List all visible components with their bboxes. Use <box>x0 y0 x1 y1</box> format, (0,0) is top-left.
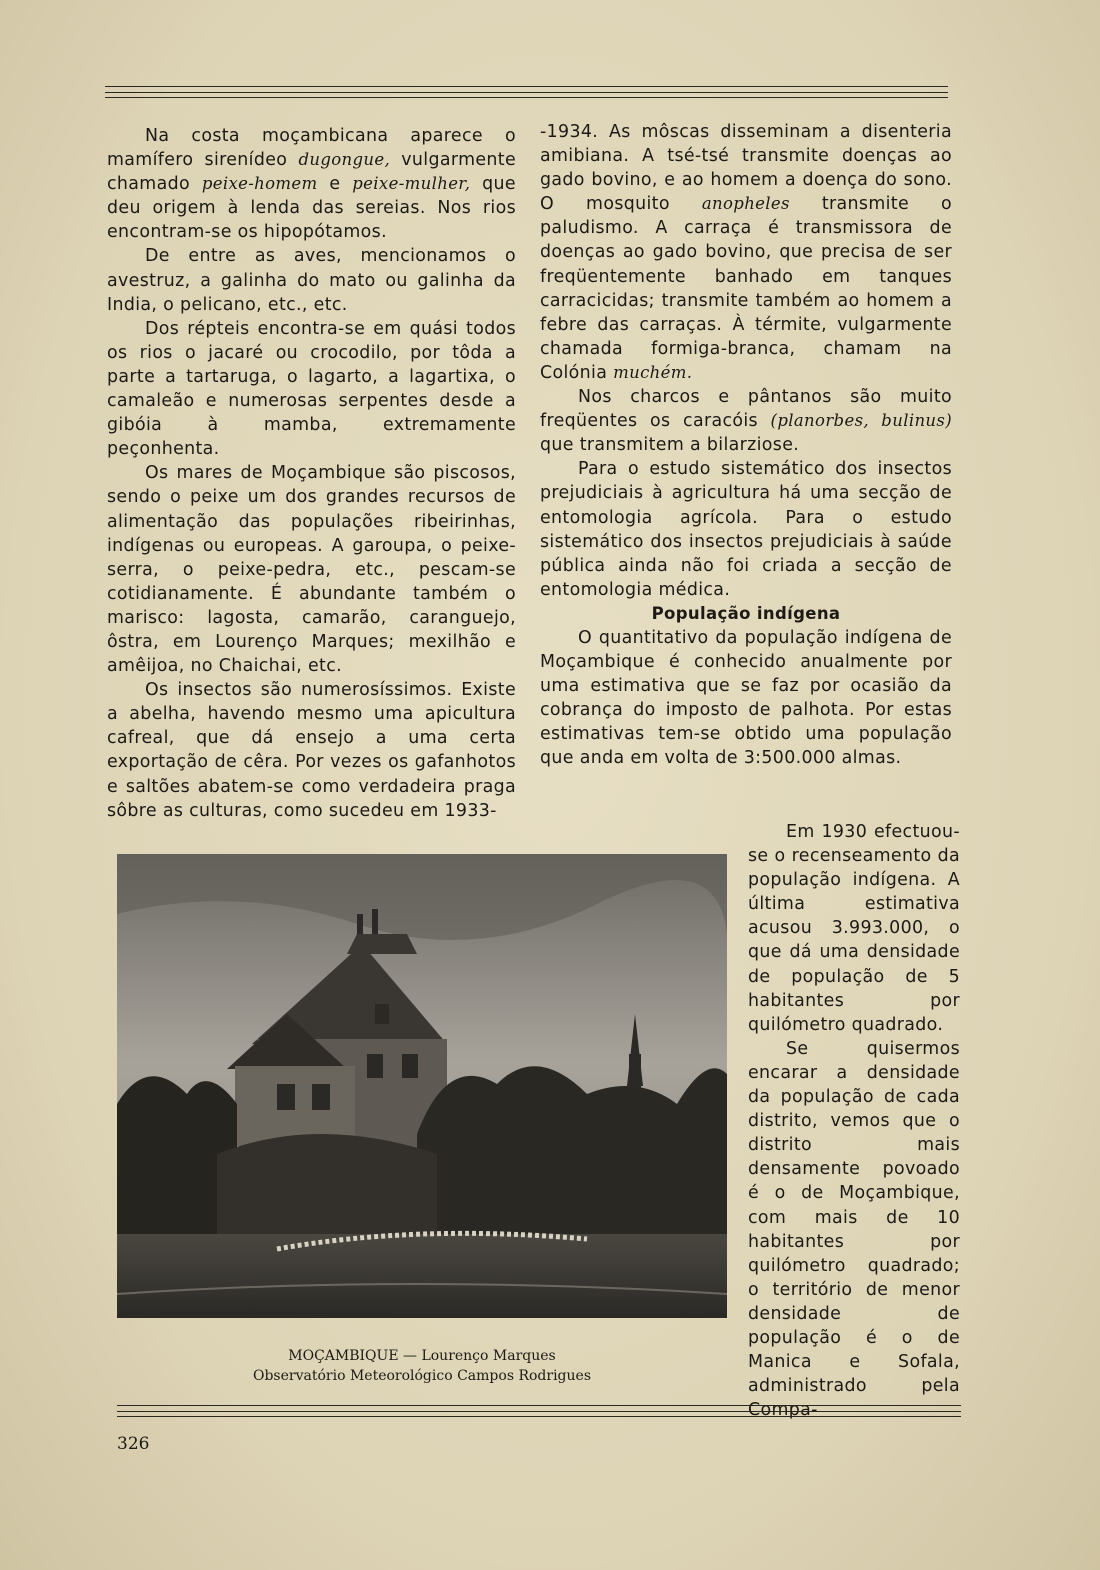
text-run: Nos charcos e pântanos são muito freqüentes os caracóis <box>540 387 952 432</box>
italic-term: (planorbes, bulinus) <box>770 411 953 431</box>
text-run: vulgarmente chamado <box>107 150 516 195</box>
caption-line-2: Observatório Meteorológico Campos Rodrigues <box>252 1368 592 1384</box>
wrap-column <box>748 820 960 1422</box>
observatory-photo-image <box>117 854 727 1318</box>
text-run: transmite o paludismo. A carraça é transmissora de doenças ao gado bovino, que precisa de ser freqüentemente banhado em tanques carracicidas; transmite também ao homem a febre das carraças. À térmite, vulgarmente chamada formiga-branca, chamam na Colónia <box>540 194 952 383</box>
right-paragraph-3: Para o estudo sistemático dos insectos prejudiciais à agricultura há uma secção de entomologia agrícola. Para o estudo sistemático dos insectos prejudiciais à saúde pública ainda não foi criada a secção de entomologia médica. <box>540 459 952 600</box>
wrap-paragraph-2: Se quisermos encarar a densidade da população de cada distrito, vemos que o distrito mais densamente povoado é o de Moçambique, com mais de 10 habitantes por quilómetro quadrado; o território de menor densidade de população é o de Manica e Sofala, administrado pela Compa- <box>748 1038 960 1421</box>
italic-term: peixe-mulher, <box>352 174 471 194</box>
text-run: -1934. As môscas disseminam a disenteria amibiana. A tsé-tsé transmite doenças ao gado bovino, e ao homem a doença do sono. O mosquito <box>540 122 952 215</box>
bottom-rule <box>117 1405 961 1406</box>
right-paragraph-2 <box>540 385 952 457</box>
left-paragraph-1 <box>107 124 516 244</box>
wrap-paragraph-1: Em 1930 efectuou-se o recenseamento da população indígena. A última estimativa acusou 3.993.000, o que dá uma densidade de população de 5 habitantes por quilómetro quadrado. <box>748 822 960 1035</box>
top-rule-second <box>105 92 948 93</box>
caption-line-1: MOÇAMBIQUE — Lourenço Marques <box>288 1348 556 1364</box>
text-run: que transmitem a bilarziose. <box>540 435 800 456</box>
right-paragraph-4: O quantitativo da população indígena de Moçambique é conhecido anualmente por uma estimativa que se faz por ocasião da cobrança do imposto de palhota. Por estas estimativas tem-se obtido uma população que anda em volta de 3:500.000 almas. <box>540 627 952 769</box>
italic-term: dugongue, <box>298 150 391 170</box>
italic-term: anopheles <box>701 194 790 214</box>
text-run: Na costa moçambicana aparece o mamífero sirenídeo <box>107 126 516 171</box>
left-paragraph-4: Os mares de Moçambique são piscosos, sendo o peixe um dos grandes recursos de alimentação das populações ribeirinhas, indígenas ou europeas. A garoupa, o peixe-serra, o peixe-pedra, etc., pescam-se cotidianamente. É abundante também o marisco: lagosta, camarão, caranguejo, ôstra, em Lourenço Marques; mexilhão e amêijoa, no Chaichai, etc. <box>107 463 516 677</box>
italic-term: peixe-homem <box>201 174 318 194</box>
left-paragraph-5: Os insectos são numerosíssimos. Existe a abelha, havendo mesmo uma apicultura cafreal, que dá ensejo a uma certa exportação de cêra. Por vezes os gafanhotos e saltões abatem-se como verdadeira praga sôbre as culturas, como sucedeu em 1933- <box>107 680 516 821</box>
page-number: 326 <box>117 1434 150 1454</box>
right-paragraph-1 <box>540 120 952 385</box>
left-column <box>107 124 516 823</box>
left-paragraph-3: Dos répteis encontra-se em quási todos os rios o jacaré ou crocodilo, por tôda a parte a tartaruga, o lagarto, a lagartixa, o camaleão e numerosas serpentes desde a gibóia à mamba, extremamente peçonhenta. <box>107 318 516 460</box>
left-paragraph-2: De entre as aves, mencionamos o avestruz, a galinha do mato ou galinha da India, o pelicano, etc., etc. <box>107 246 516 315</box>
text-run: e <box>317 174 353 195</box>
observatory-photo <box>117 854 727 1318</box>
bottom-rule-second <box>117 1411 961 1412</box>
right-column <box>540 120 952 771</box>
top-rule-third <box>105 97 948 98</box>
top-rule <box>105 86 948 87</box>
text-run: que deu origem à lenda das sereias. Nos rios encontram-se os hipopótamos. <box>107 174 516 243</box>
italic-term: muchém. <box>613 362 693 382</box>
figure-caption <box>117 1346 727 1386</box>
section-heading: População indígena <box>651 603 841 623</box>
bottom-rule-third <box>117 1416 961 1417</box>
